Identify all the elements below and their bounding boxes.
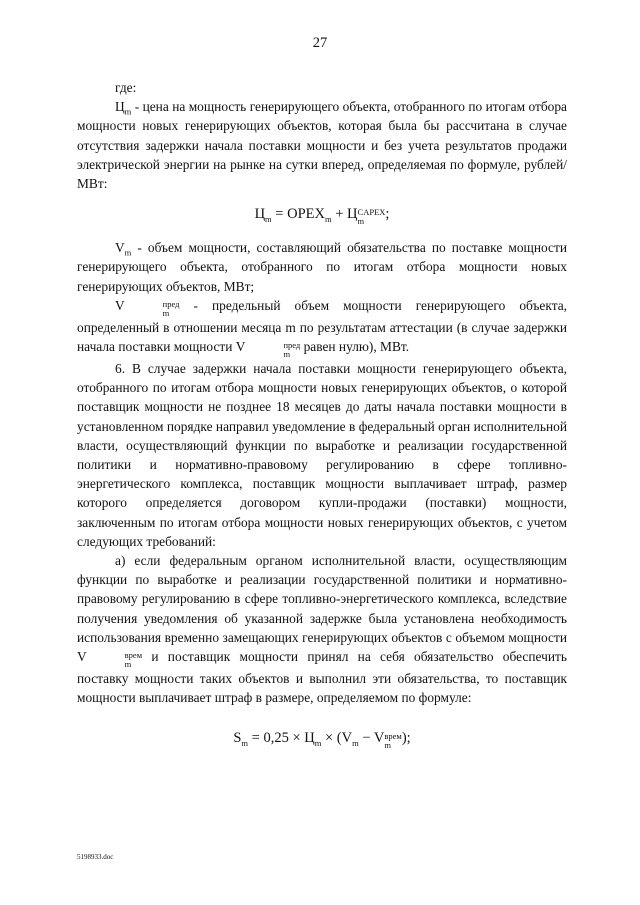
formula-subscript: m <box>384 740 392 751</box>
subscript: m <box>283 349 291 360</box>
sup-sub <box>87 651 142 669</box>
formula-symbol-s: S <box>233 730 242 747</box>
symbol-v: V <box>77 649 87 665</box>
formula-subscript: m <box>314 738 322 749</box>
formula-subscript: m <box>241 738 249 749</box>
formula-end: ); <box>401 730 411 747</box>
footer-filename: 5198933.doc <box>77 853 114 861</box>
formula-symbol-c: Ц <box>304 730 315 747</box>
definition-v-pred <box>77 296 567 359</box>
formula-times: × ( <box>321 730 342 747</box>
subscript: m <box>162 307 170 318</box>
formula-equals: = <box>271 206 288 223</box>
paragraph-text-end: и поставщик мощности принял на себя обязательство обеспечить поставку мощности таких объектов и выполнил эти обязательства, то поставщик мощности выплачивает штраф в размере, определяемом по формуле: <box>77 649 567 706</box>
paragraph-text: а) если федеральным органом исполнительной власти, осуществляющим функции по выработке и реализации государственной политики и нормативно-правовому регулированию в сфере топливно-энергетического комплекса, вследствие получения уведомления об указанной задержке была установлена необходимость использования временно замещающих генерирующих объектов с объемом мощности <box>77 553 567 645</box>
formula-end: ; <box>385 206 390 223</box>
formula-subscript: m <box>357 216 365 227</box>
formula-subscript: m <box>324 214 332 225</box>
formula-subscript: m <box>352 738 359 749</box>
formula-symbol-v: V <box>341 730 353 747</box>
subscript: m <box>124 659 132 670</box>
page-number: 27 <box>312 35 328 51</box>
superscript: пред <box>162 298 180 309</box>
definition-v-m <box>77 238 567 296</box>
definition-text: - предельный объем мощности генерирующего объекта, определенный в отношении месяца m по результатам аттестации (в случае задержки начала поставки мощности <box>77 297 567 355</box>
formula-plus: + <box>331 206 348 223</box>
formula-minus: − <box>358 730 374 747</box>
definition-text: - цена на мощность генерирующего объекта, отобранного по итогам отбора мощности новых генерирующих объектов, которая была бы рассчитана в случае отсутствия задержки начала поставки мощности и без учета результатов продажи электрической энергии на рынке на сутки вперед, определяемая по формуле, рублей/МВт: <box>77 99 567 192</box>
formula-sup-sub <box>384 732 401 750</box>
paragraph-6: 6. В случае задержки начала поставки мощности генерирующего объекта, отобранного по итогам отбора мощности новых генерирующих объектов, о которой поставщик мощности не позднее 18 месяцев до даты начала поставки мощности в установленном порядке направил уведомление в федеральный орган исполнительной власти, осуществляющий функции по выработке и реализации государственной политики и нормативно-правовому регулированию в сфере топливно-энергетического комплекса, поставщик мощности выплачивает штраф, размер которого определяется договором купли-продажи (поставки) мощности, заключенным по итогам отбора мощности новых генерирующих объектов, с учетом следующих требований: <box>77 361 567 549</box>
subscript-m: m <box>124 247 132 258</box>
definition-c-m <box>77 97 567 193</box>
intro-line: где: <box>115 80 137 95</box>
symbol-v: V <box>115 297 125 313</box>
symbol-v: V <box>235 339 246 355</box>
formula-price <box>77 205 567 226</box>
paragraph-a <box>77 551 567 707</box>
sup-sub <box>125 300 180 318</box>
formula-equals: = 0,25 × <box>248 730 305 747</box>
definition-text-end: равен нулю), МВт. <box>300 339 410 355</box>
definition-text: - объем мощности, составляющий обязательства по поставке мощности генерирующего объекта, отобранного по итогам отбора мощности новых генерирующих объектов, МВт; <box>77 240 567 294</box>
formula-symbol-c: Ц <box>347 206 358 223</box>
formula-superscript: врем <box>384 731 402 742</box>
document-body <box>77 78 567 750</box>
formula-sup-sub <box>358 208 386 226</box>
symbol-c: Ц <box>115 99 125 115</box>
formula-opex: OPEX <box>287 206 325 223</box>
sup-sub <box>245 341 300 359</box>
formula-symbol-v: V <box>373 730 385 747</box>
formula-symbol-c: Ц <box>254 206 266 223</box>
formula-superscript: CAPEX <box>357 207 386 218</box>
symbol-v: V <box>115 240 125 256</box>
superscript: врем <box>124 650 143 661</box>
superscript: пред <box>283 340 301 351</box>
formula-penalty <box>77 729 567 750</box>
formula-subscript: m <box>265 214 272 225</box>
subscript-m: m <box>124 106 132 117</box>
